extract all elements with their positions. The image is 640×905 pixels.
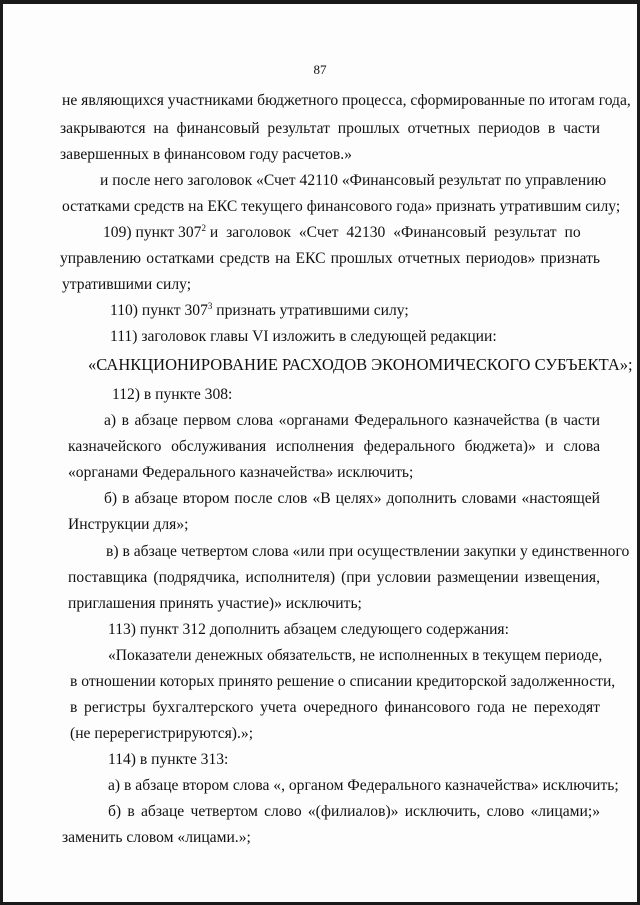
text-line: заменить словом «лицами.»; <box>62 829 251 846</box>
text-line: утратившими силу; <box>62 276 192 293</box>
text-line: а) в абзаце первом слова «органами Федерального казначейства (в части <box>104 412 600 429</box>
text-line: в отношении которых принято решение о списании кредиторской задолженности, <box>70 673 616 690</box>
text-line: Инструкции для»; <box>68 516 189 533</box>
superscript-3: 3 <box>207 300 213 311</box>
text-line: не являющихся участниками бюджетного процесса, сформированные по итогам года, <box>62 92 631 109</box>
text-line-110 <box>110 302 640 320</box>
text-line: казначейского обслуживания исполнения федерального бюджета)» и слова <box>68 438 600 455</box>
page-number: 87 <box>313 62 327 77</box>
scan-edge-left <box>0 0 3 905</box>
superscript-2: 2 <box>201 222 206 233</box>
scan-edge-top <box>0 0 640 4</box>
text-line: и после него заголовок «Счет 42110 «Финансовый результат по управлению <box>100 172 607 189</box>
text-line: б) в абзаце втором после слов «В целях» дополнить словами «настоящей <box>104 490 600 507</box>
text-line: 112) в пункте 308: <box>112 386 233 403</box>
item-109-start: 109) пункт 307 <box>103 224 202 241</box>
item-110-rest: признать утратившими силу; <box>216 302 409 319</box>
chapter-heading: «САНКЦИОНИРОВАНИЕ РАСХОДОВ ЭКОНОМИЧЕСКОГО СУБЪЕКТА»; <box>88 355 633 374</box>
text-line: в регистры бухгалтерского учета очередного финансового года не переходят <box>70 699 600 716</box>
text-line: 111) заголовок главы VI изложить в следующей редакции: <box>110 328 497 345</box>
text-line: б) в абзаце четвертом слово «(филиалов)» исключить, слово «лицами;» <box>108 803 600 820</box>
text-line: поставщика (подрядчика, исполнителя) (при условии размещении извещения, <box>68 569 600 586</box>
text-line: 113) пункт 312 дополнить абзацем следующего содержания: <box>108 621 509 638</box>
text-line: в) в абзаце четвертом слова «или при осуществлении закупки у единственного <box>106 543 630 560</box>
text-line: закрываются на финансовый результат прошлых отчетных периодов в части <box>60 120 600 137</box>
text-line-109 <box>103 224 603 242</box>
text-line: приглашения принять участие)» исключить; <box>68 595 362 612</box>
text-line: завершенных в финансовом году расчетов.» <box>60 146 352 163</box>
text-line: «органами Федерального казначейства» исключить; <box>68 464 414 481</box>
text-line: «Показатели денежных обязательств, не исполненных в текущем периоде, <box>108 647 603 664</box>
text-line: (не перерегистрируются).»; <box>70 725 254 742</box>
text-line: 114) в пункте 313: <box>108 751 229 768</box>
text-line: управлению остатками средств на ЕКС прошлых отчетных периодов» признать <box>60 250 600 267</box>
item-110-start: 110) пункт 307 <box>110 302 208 319</box>
item-109-rest: и заголовок «Счет 42130 «Финансовый результат по <box>209 224 581 241</box>
text-line: а) в абзаце втором слова «, органом Федерального казначейства» исключить; <box>108 777 619 794</box>
text-line: остатками средств на ЕКС текущего финансового года» признать утратившим силу; <box>62 198 621 215</box>
